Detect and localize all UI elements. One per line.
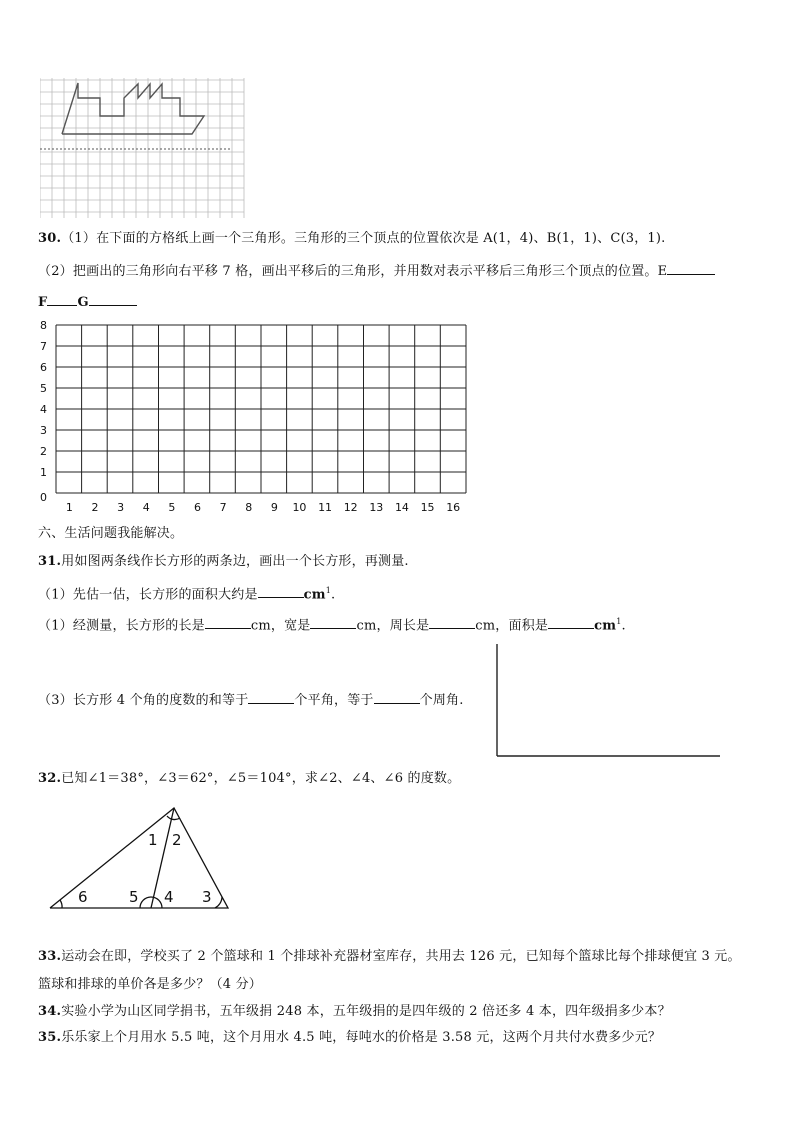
- q32-number: 32.: [38, 771, 62, 786]
- q31-sub2-text-c: cm，周长是: [356, 618, 430, 634]
- angle-label-2: 2: [172, 831, 182, 849]
- q31-sub3-text-b: 个平角，等于: [294, 693, 374, 708]
- angle-label-5: 5: [129, 888, 139, 906]
- q33-text-1: 运动会在即，学校买了 2 个篮球和 1 个排球补充器材室库存，共用去 126 元，已知每个篮球比每个排球便宜 3 元。: [61, 949, 741, 964]
- q31-intro: [38, 553, 409, 571]
- answer-blank-f[interactable]: [47, 293, 77, 306]
- x-axis-label: 14: [394, 501, 409, 514]
- ship-shape: [62, 83, 204, 134]
- q34-question: 实验小学为山区同学捐书，五年级捐 248 本，五年级捐的是四年级的 2 倍还多 4 本，四年级捐多少本？: [61, 1004, 671, 1019]
- unit-cm: cm: [303, 587, 326, 603]
- unit-cm-2: cm: [594, 618, 617, 634]
- answer-blank-g[interactable]: [89, 293, 137, 306]
- x-axis-label: 15: [420, 501, 435, 514]
- q30-part1: [38, 230, 666, 248]
- y-axis-label: 0: [40, 491, 47, 504]
- x-axis-label: 5: [168, 501, 176, 514]
- section-6-title: 六、生活问题我能解决。: [38, 526, 184, 541]
- unit-sup: 1: [325, 586, 332, 595]
- q34-text: [38, 1003, 671, 1021]
- q31-number: 31.: [38, 554, 62, 569]
- q31-sub3-text-c: 个周角.: [419, 693, 464, 708]
- q35-number: 35.: [38, 1030, 62, 1045]
- x-axis-label: 11: [318, 501, 333, 514]
- q31-intro-text: 用如图两条线作长方形的两条边，画出一个长方形，再测量.: [61, 554, 409, 569]
- answer-blank-straight-angles[interactable]: [248, 691, 294, 704]
- coordinate-grid[interactable]: [36, 318, 472, 518]
- label-f: F: [38, 295, 48, 310]
- q33-line2: 篮球和排球的单价各是多少？（4 分）: [38, 977, 263, 992]
- x-axis-label: 2: [91, 501, 99, 514]
- y-axis-label: 6: [40, 361, 47, 374]
- y-axis-label: 2: [40, 445, 47, 458]
- angle-label-3: 3: [202, 888, 212, 906]
- angle-label-1: 1: [148, 831, 158, 849]
- answer-blank-area[interactable]: [548, 616, 594, 629]
- x-axis-label: 16: [446, 501, 461, 514]
- q31-sub3-text-a: （3）长方形 4 个角的度数的和等于: [38, 693, 249, 708]
- answer-blank-perimeter[interactable]: [429, 616, 475, 629]
- q31-sub1: [38, 582, 335, 604]
- y-axis-label: 1: [40, 466, 47, 479]
- q30-part2: [38, 262, 715, 281]
- rectangle-sides-figure: [494, 642, 724, 760]
- q35-text: [38, 1029, 661, 1047]
- x-axis-label: 6: [193, 501, 201, 514]
- answer-blank-width[interactable]: [310, 616, 356, 629]
- angle-label-4: 4: [164, 888, 174, 906]
- answer-blank-estimate-area[interactable]: [258, 585, 304, 598]
- answer-blank-e[interactable]: [667, 262, 715, 275]
- q31-sub1-end: .: [331, 587, 336, 603]
- q30-number: 30.: [38, 231, 62, 246]
- answer-blank-full-angles[interactable]: [374, 691, 420, 704]
- x-axis-label: 7: [219, 501, 227, 514]
- x-axis-label: 10: [292, 501, 307, 514]
- q30-part2-text: （2）把画出的三角形向右平移 7 格，画出平移后的三角形，并用数对表示平移后三角形三个顶点的位置。E: [38, 264, 668, 279]
- triangle-angles-figure: [44, 800, 236, 916]
- answer-blank-length[interactable]: [205, 616, 251, 629]
- y-axis-label: 5: [40, 382, 47, 395]
- q35-question: 乐乐家上个月用水 5.5 吨，这个月用水 4.5 吨，每吨水的价格是 3.58 元，这两个月共付水费多少元？: [61, 1030, 662, 1045]
- y-axis-label: 7: [40, 340, 47, 353]
- q30-part2-fg: [38, 293, 137, 312]
- y-axis-label: 4: [40, 403, 47, 416]
- q31-sub1-text: （1）先估一估，长方形的面积大约是: [38, 587, 258, 603]
- unit-sup-2: 1: [616, 617, 622, 626]
- x-axis-label: 9: [270, 501, 278, 514]
- x-axis-label: 8: [245, 501, 253, 514]
- y-axis-label: 3: [40, 424, 47, 437]
- q30-part1-text: （1）在下面的方格纸上画一个三角形。三角形的三个顶点的位置依次是 A(1，4)、B(1，1)、C(3，1).: [61, 231, 666, 246]
- q33-number: 33.: [38, 949, 62, 964]
- q31-sub2-text-b: cm，宽是: [250, 618, 311, 634]
- q32-question: 已知∠1＝38°，∠3＝62°，∠5＝104°，求∠2、∠4、∠6 的度数。: [61, 771, 461, 786]
- q31-sub3: [38, 691, 464, 710]
- label-g: G: [77, 295, 89, 310]
- q31-sub2-end: .: [621, 618, 626, 634]
- q32-text: [38, 770, 460, 788]
- x-axis-label: 1: [65, 501, 73, 514]
- ship-grid-figure: [40, 78, 246, 218]
- x-axis-label: 4: [142, 501, 150, 514]
- x-axis-label: 3: [117, 501, 125, 514]
- q31-sub2-text-d: cm，面积是: [475, 618, 549, 634]
- x-axis-label: 13: [369, 501, 384, 514]
- q34-number: 34.: [38, 1004, 62, 1019]
- q31-sub2-text-a: （1）经测量，长方形的长是: [38, 618, 205, 634]
- angle-label-6: 6: [78, 888, 88, 906]
- y-axis-label: 8: [40, 319, 47, 332]
- x-axis-label: 12: [343, 501, 358, 514]
- q31-sub2: [38, 613, 626, 635]
- q33-line1: [38, 948, 741, 966]
